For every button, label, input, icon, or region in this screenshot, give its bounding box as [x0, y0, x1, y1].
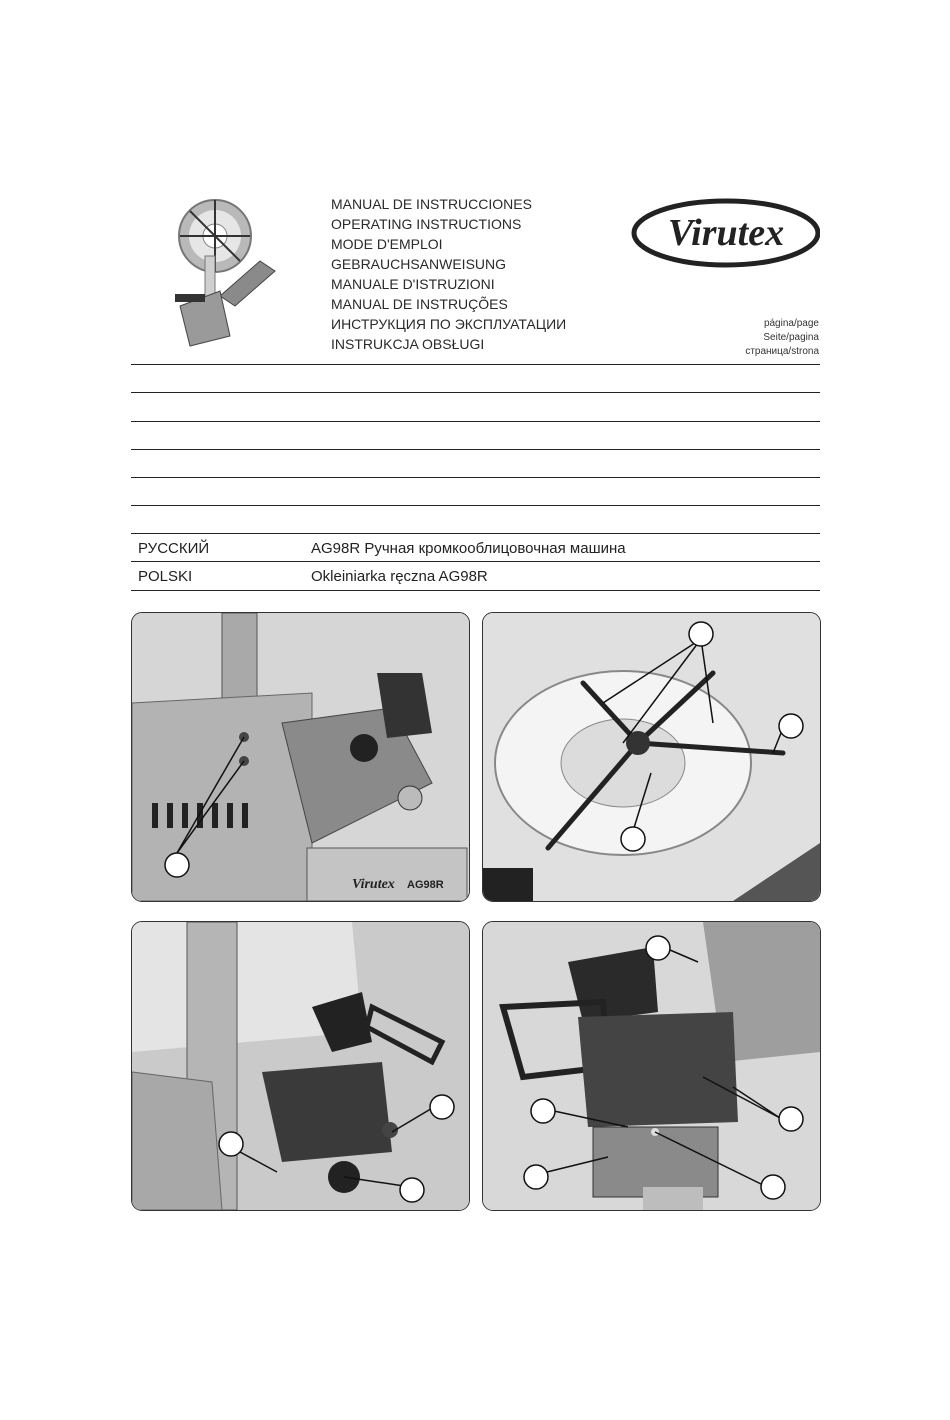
- figure-1-photo: [131, 612, 470, 902]
- title-de: GEBRAUCHSANWEISUNG: [331, 256, 507, 272]
- rule: [131, 477, 820, 478]
- rule: [131, 533, 820, 534]
- language-row-ru: [131, 535, 820, 563]
- fig1-model: AG98R: [407, 879, 444, 891]
- rule: [131, 364, 820, 365]
- language-row-pl: [131, 563, 820, 591]
- language-name: РУССКИЙ: [138, 540, 210, 557]
- title-ru: ИНСТРУКЦИЯ ПО ЭКСПЛУАТАЦИИ: [331, 316, 567, 332]
- page-label-3: страница/strona: [745, 346, 819, 357]
- language-title: Okleiniarka ręczna AG98R: [311, 568, 488, 585]
- figure-2-photo: [482, 612, 821, 902]
- page-label-2: Seite/pagina: [763, 332, 819, 343]
- manual-titles: [331, 194, 566, 354]
- rule: [131, 392, 820, 393]
- title-es: MANUAL DE INSTRUCCIONES: [331, 196, 532, 212]
- title-fr: MODE D'EMPLOI: [331, 236, 443, 252]
- page-labels: [745, 317, 819, 359]
- title-it: MANUALE D'ISTRUZIONI: [331, 276, 495, 292]
- title-en: OPERATING INSTRUCTIONS: [331, 216, 522, 232]
- logo-text: Virutex: [667, 212, 785, 254]
- rule: [131, 421, 820, 422]
- rule: [131, 505, 820, 506]
- fig1-brand: Virutex: [352, 877, 395, 892]
- virutex-logo: [628, 195, 820, 273]
- title-pl: INSTRUKCJA OBSŁUGI: [331, 336, 485, 352]
- product-thumbnail: [160, 186, 300, 356]
- figure-4-photo: [482, 921, 821, 1211]
- page-label-1: página/page: [763, 318, 819, 329]
- rule: [131, 449, 820, 450]
- language-name: POLSKI: [138, 568, 193, 585]
- callout-circle: [165, 853, 189, 877]
- title-pt: MANUAL DE INSTRUÇÕES: [331, 296, 508, 312]
- language-title: AG98R Ручная кромкооблицовочная машина: [311, 540, 626, 557]
- figure-3-photo: [131, 921, 470, 1211]
